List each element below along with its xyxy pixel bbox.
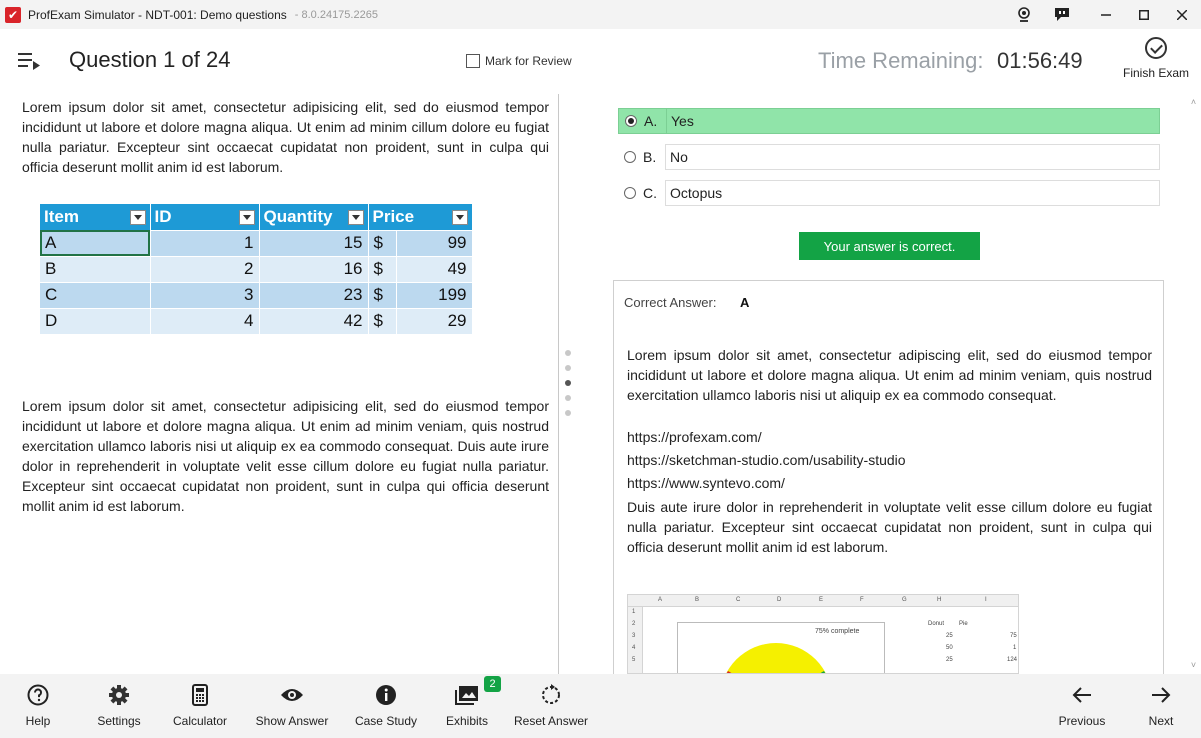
correct-answer-value: A bbox=[740, 295, 750, 310]
table-header: ID bbox=[150, 204, 259, 230]
answer-radio[interactable] bbox=[625, 115, 637, 127]
finish-exam-button[interactable] bbox=[1120, 37, 1192, 80]
help-button[interactable]: Help bbox=[18, 674, 58, 738]
question-counter: Question 1 of 24 bbox=[69, 47, 231, 72]
answer-radio[interactable] bbox=[624, 151, 636, 163]
reset-icon bbox=[514, 684, 588, 706]
case-study-button[interactable]: Case Study bbox=[354, 674, 418, 738]
arrow-left-icon bbox=[1056, 684, 1108, 706]
answer-pane bbox=[559, 94, 1186, 674]
table-header: Quantity bbox=[259, 204, 368, 230]
mark-for-review-label: Mark for Review bbox=[485, 54, 572, 68]
mark-for-review[interactable] bbox=[466, 54, 572, 68]
answer-text: No bbox=[665, 144, 1160, 170]
result-banner: Your answer is correct. bbox=[799, 232, 980, 260]
title-bar bbox=[0, 0, 1201, 29]
app-logo-icon: ✔ bbox=[5, 7, 21, 23]
explanation-panel bbox=[613, 280, 1164, 674]
minimize-icon[interactable] bbox=[1087, 0, 1125, 29]
table-header: Item bbox=[40, 204, 150, 230]
question-text-1: Lorem ipsum dolor sit amet, consectetur adipisicing elit, sed do eiusmod tempor incididunt ut labore et dolore magna aliqua. Ut enim ad minim cillum dolore eu fugiat nulla pariatur. Excepteur sint occaecat cupidatat non proident, sunt in culpa qui officia deserunt mollit anim id est laborum. bbox=[22, 99, 549, 175]
app-version: - 8.0.24175.2265 bbox=[294, 8, 378, 21]
calculator-icon bbox=[170, 684, 230, 706]
feedback-icon[interactable] bbox=[1043, 0, 1081, 29]
exhibits-count-badge: 2 bbox=[484, 676, 501, 692]
right-pane-scrollbar[interactable] bbox=[1186, 94, 1201, 674]
answer-letter: A. bbox=[644, 113, 658, 129]
answer-option-a[interactable] bbox=[618, 108, 1160, 134]
explanation-link[interactable]: https://profexam.com/ bbox=[627, 429, 762, 445]
sheet-column-headers: A B C D E F G H I bbox=[628, 595, 1019, 607]
maximize-icon[interactable] bbox=[1125, 0, 1163, 29]
time-remaining-label: Time Remaining: bbox=[818, 48, 984, 73]
sheet-row-headers: 1 2 3 4 5 bbox=[628, 607, 643, 674]
table-row: B 2 16 $ 49 bbox=[40, 256, 472, 282]
previous-button[interactable]: Previous bbox=[1056, 674, 1108, 738]
sheet-chart-title: 75% complete bbox=[815, 628, 860, 635]
question-pane bbox=[0, 94, 558, 674]
eye-icon bbox=[254, 684, 330, 706]
scroll-up-icon[interactable]: ˄ bbox=[1190, 97, 1197, 107]
calculator-button[interactable]: Calculator bbox=[170, 674, 230, 738]
table-header: Price bbox=[368, 204, 472, 230]
exhibits-button[interactable]: Exhibits 2 bbox=[440, 674, 494, 738]
filter-dropdown-icon bbox=[239, 210, 255, 225]
correct-answer-label: Correct Answer: bbox=[624, 295, 717, 310]
filter-dropdown-icon bbox=[130, 210, 146, 225]
question-list-toggle-icon[interactable] bbox=[18, 53, 40, 71]
check-circle-icon bbox=[1145, 37, 1167, 59]
filter-dropdown-icon bbox=[348, 210, 364, 225]
arrow-right-icon bbox=[1142, 684, 1180, 706]
finish-exam-label: Finish Exam bbox=[1122, 66, 1190, 80]
mark-for-review-checkbox[interactable] bbox=[466, 54, 480, 68]
explanation-link[interactable]: https://www.syntevo.com/ bbox=[627, 475, 785, 491]
settings-button[interactable]: Settings bbox=[94, 674, 144, 738]
explanation-text-1: Lorem ipsum dolor sit amet, consectetur adipiscing elit, sed do eiusmod tempor incididunt ut labore et dolore magna aliqua. Ut enim ad minim veniam, quis nostrud exercitation ullamco laboris nisi ut aliquip ex ea commodo consequat. bbox=[627, 347, 1152, 403]
answer-text: Octopus bbox=[665, 180, 1160, 206]
answer-text: Yes bbox=[666, 108, 1159, 134]
explanation-link[interactable]: https://sketchman-studio.com/usability-studio bbox=[627, 452, 906, 468]
explanation-spreadsheet-image: A B C D E F G H I 1 2 3 4 5 75% complete Donut Pie 25 75 50 1 25 124 bbox=[627, 594, 1019, 674]
answer-option-c[interactable] bbox=[618, 180, 1160, 206]
explanation-text-2: Duis aute irure dolor in reprehenderit in voluptate velit esse cillum dolore eu fugiat nulla pariatur. Excepteur sint occaecat cupidatat non proident, sunt in culpa qui officia deserunt mollit anim id est laborum. bbox=[627, 499, 1152, 555]
close-icon[interactable] bbox=[1163, 0, 1201, 29]
answer-radio[interactable] bbox=[624, 187, 636, 199]
answer-letter: C. bbox=[643, 185, 657, 201]
exam-header bbox=[0, 29, 1201, 94]
answer-option-b[interactable] bbox=[618, 144, 1160, 170]
table-row: C 3 23 $ 199 bbox=[40, 282, 472, 308]
gear-icon bbox=[94, 684, 144, 706]
show-answer-button[interactable]: Show Answer bbox=[254, 674, 330, 738]
window-title: ProfExam Simulator - NDT-001: Demo questions bbox=[28, 7, 287, 22]
exhibit-table bbox=[40, 204, 473, 334]
table-row: D 4 42 $ 29 bbox=[40, 308, 472, 334]
reset-answer-button[interactable]: Reset Answer bbox=[514, 674, 588, 738]
help-icon bbox=[18, 684, 58, 706]
webcam-icon[interactable] bbox=[1005, 0, 1043, 29]
answer-letter: B. bbox=[643, 149, 657, 165]
filter-dropdown-icon bbox=[452, 210, 468, 225]
question-text-2: Lorem ipsum dolor sit amet, consectetur adipisicing elit, sed do eiusmod tempor incididunt ut labore et dolore magna aliqua. Ut enim ad minim veniam, quis nostrud exercitation ullamco laboris nisi ut aliquip ex ea commodo consequat. Duis aute irure dolor in reprehenderit in voluptate velit esse cillum dolore eu fugiat nulla pariatur. Excepteur sint occaecat cupidatat non proident, sunt in culpa qui officia deserunt mollit anim id est laborum. bbox=[22, 398, 549, 514]
time-remaining-value: 01:56:49 bbox=[997, 48, 1083, 73]
next-button[interactable]: Next bbox=[1142, 674, 1180, 738]
scroll-down-icon[interactable]: ˅ bbox=[1190, 660, 1197, 670]
info-icon bbox=[354, 684, 418, 706]
bottom-toolbar bbox=[0, 674, 1201, 738]
sheet-donut-chart bbox=[677, 622, 885, 674]
table-row: A 1 15 $ 99 bbox=[40, 230, 472, 256]
